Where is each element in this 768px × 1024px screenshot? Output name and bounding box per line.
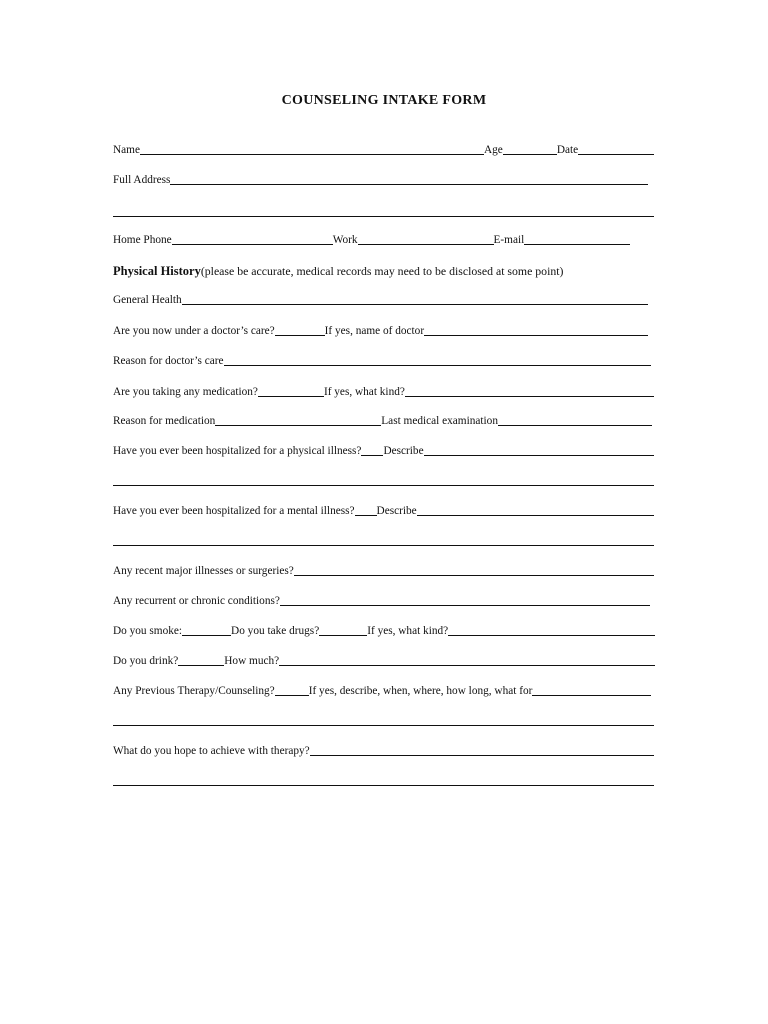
chronic-field[interactable]: [280, 605, 650, 606]
therapy-describe-field[interactable]: [532, 695, 651, 696]
date-label: Date: [556, 144, 579, 156]
address-label: Full Address: [113, 174, 171, 186]
drugs-kind-label: If yes, what kind?: [367, 625, 449, 637]
drugs-label: Do you take drugs?: [231, 625, 320, 637]
doctor-reason-row: [113, 350, 651, 368]
hope-row: [113, 740, 654, 758]
home-phone-label: Home Phone: [113, 234, 172, 246]
age-field[interactable]: [503, 154, 557, 155]
drugs-field[interactable]: [319, 635, 367, 636]
smoke-drugs-row: [113, 620, 655, 638]
hosp-physical-describe-field[interactable]: [424, 455, 654, 456]
last-exam-label: Last medical examination: [381, 415, 498, 427]
drink-label: Do you drink?: [113, 655, 179, 667]
physical-history-heading-row: [113, 261, 673, 279]
previous-therapy-label: Any Previous Therapy/Counseling?: [113, 685, 275, 697]
general-health-label: General Health: [113, 294, 182, 306]
doctor-care-field[interactable]: [275, 335, 325, 336]
doctor-reason-field[interactable]: [224, 365, 651, 366]
email-label: E-mail: [493, 234, 525, 246]
surgeries-field[interactable]: [294, 575, 654, 576]
hosp-physical-describe-label: Describe: [383, 445, 424, 457]
medication-reason-field[interactable]: [215, 425, 381, 426]
hosp-physical-label: Have you ever been hospitalized for a physical illness?: [113, 445, 362, 457]
surgeries-label: Any recent major illnesses or surgeries?: [113, 565, 294, 577]
hosp-mental-field[interactable]: [355, 515, 377, 516]
how-much-label: How much?: [224, 655, 280, 667]
form-title: COUNSELING INTAKE FORM: [281, 93, 487, 108]
medication-row: [113, 381, 654, 399]
name-field[interactable]: [140, 154, 484, 155]
hosp-mental-row: [113, 500, 654, 518]
general-health-field[interactable]: [182, 304, 648, 305]
doctor-care-label: Are you now under a doctor’s care?: [113, 325, 275, 337]
email-field[interactable]: [524, 244, 630, 245]
work-field[interactable]: [358, 244, 494, 245]
drink-row: [113, 650, 655, 668]
chronic-row: [113, 590, 650, 608]
hosp-mental-describe-field[interactable]: [417, 515, 654, 516]
doctor-name-label: If yes, name of doctor: [324, 325, 425, 337]
date-field[interactable]: [578, 154, 654, 155]
drugs-kind-field[interactable]: [448, 635, 655, 636]
medication-kind-label: If yes, what kind?: [323, 386, 405, 398]
address-field[interactable]: [170, 184, 648, 185]
medication-label: Are you taking any medication?: [113, 386, 258, 398]
hope-label: What do you hope to achieve with therapy?: [113, 745, 310, 757]
surgeries-row: [113, 560, 654, 578]
medication-reason-row: [113, 410, 652, 428]
hosp-physical-describe-line2[interactable]: [113, 485, 654, 486]
medication-kind-field[interactable]: [405, 396, 654, 397]
doctor-name-field[interactable]: [424, 335, 648, 336]
hope-field-line2[interactable]: [113, 785, 654, 786]
medication-reason-label: Reason for medication: [113, 415, 216, 427]
hosp-mental-label: Have you ever been hospitalized for a mental illness?: [113, 505, 355, 517]
therapy-describe-line2[interactable]: [113, 725, 654, 726]
hosp-mental-describe-label: Describe: [376, 505, 417, 517]
doctor-care-row: [113, 320, 648, 338]
name-row: [113, 139, 654, 157]
doctor-reason-label: Reason for doctor’s care: [113, 355, 224, 367]
drink-field[interactable]: [178, 665, 224, 666]
chronic-label: Any recurrent or chronic conditions?: [113, 595, 280, 607]
previous-therapy-field[interactable]: [275, 695, 309, 696]
how-much-field[interactable]: [279, 665, 655, 666]
physical-history-heading: Physical History: [113, 264, 201, 278]
last-exam-field[interactable]: [498, 425, 652, 426]
smoke-label: Do you smoke:: [113, 625, 183, 637]
previous-therapy-row: [113, 680, 651, 698]
address-field-line2[interactable]: [113, 216, 654, 217]
general-health-row: [113, 289, 648, 307]
home-phone-field[interactable]: [172, 244, 333, 245]
physical-history-note: (please be accurate, medical records may need to be disclosed at some point): [200, 264, 564, 278]
phone-row: [113, 229, 630, 247]
medication-field[interactable]: [258, 396, 324, 397]
work-label: Work: [332, 234, 358, 246]
hosp-physical-field[interactable]: [361, 455, 383, 456]
hosp-mental-describe-line2[interactable]: [113, 545, 654, 546]
age-label: Age: [483, 144, 503, 156]
hosp-physical-row: [113, 440, 654, 458]
smoke-field[interactable]: [182, 635, 231, 636]
hope-field[interactable]: [310, 755, 654, 756]
therapy-describe-label: If yes, describe, when, where, how long, what for: [308, 685, 533, 697]
address-row: [113, 169, 648, 187]
name-label: Name: [113, 144, 140, 156]
